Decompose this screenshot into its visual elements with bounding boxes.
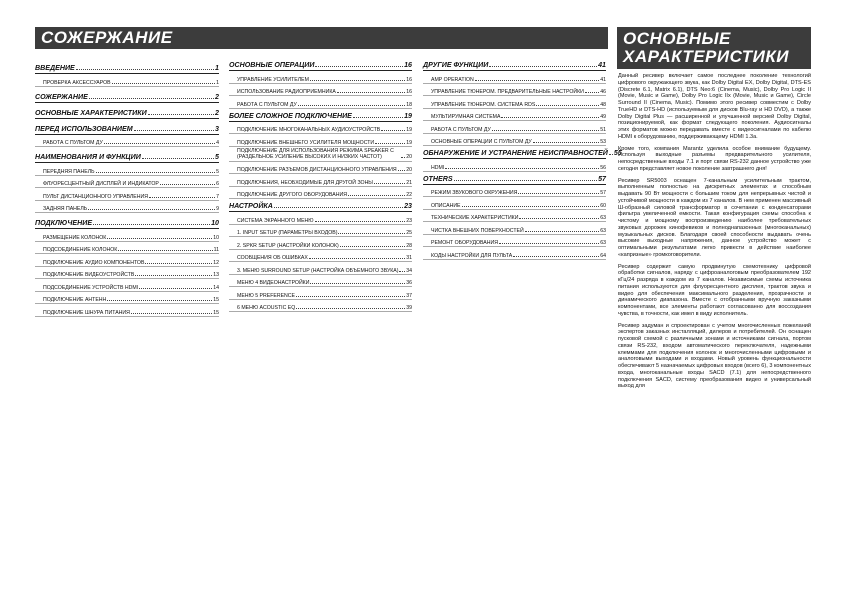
toc-column-2	[229, 58, 412, 312]
toc-heading-page: 2	[215, 92, 219, 101]
toc-section-heading[interactable]	[423, 146, 622, 159]
toc-item-label: ПОДКЛЮЧЕНИЕ МНОГОКАНАЛЬНЫХ АУДИОУСТРОЙСТВ	[237, 127, 381, 133]
toc-item-page: 22	[406, 192, 412, 198]
toc-item-label: РЕЖИМ ЗВУКОВОГО ОКРУЖЕНИЯ	[431, 190, 518, 196]
toc-item-label: СООБЩЕНИЯ ОБ ОШИБКАХ	[237, 255, 308, 261]
features-title	[617, 27, 811, 69]
toc-item[interactable]	[423, 235, 606, 248]
toc-item[interactable]	[35, 267, 219, 280]
leader-dots	[107, 300, 212, 301]
toc-item-label: ПОДКЛЮЧЕНИЕ АУДИО КОМПОНЕНТОВ	[43, 259, 145, 266]
leader-dots	[340, 246, 405, 247]
toc-item-label: ОПИСАНИЕ	[431, 202, 461, 209]
leader-dots	[118, 250, 212, 251]
leader-dots	[160, 184, 215, 185]
leader-dots	[492, 130, 599, 131]
toc-item-page: 31	[406, 255, 412, 261]
toc-heading-label: ДРУГИЕ ФУНКЦИИ	[423, 61, 489, 69]
leader-dots	[148, 114, 214, 115]
toc-item-page: 60	[600, 202, 606, 209]
toc-section-heading[interactable]	[423, 58, 606, 71]
leader-dots	[142, 158, 214, 159]
toc-heading-page: 57	[598, 174, 606, 183]
toc-item[interactable]	[229, 96, 412, 109]
toc-item-page: 21	[406, 179, 412, 186]
leader-dots	[131, 313, 212, 314]
toc-item[interactable]	[229, 262, 412, 275]
toc-section	[423, 58, 606, 146]
toc-item[interactable]	[35, 135, 219, 148]
toc-section-heading[interactable]	[35, 122, 219, 135]
toc-item-page: 11	[213, 247, 219, 253]
leader-dots	[149, 197, 215, 198]
toc-heading-page: 23	[404, 202, 412, 210]
toc-item-label: AMP OPERATION	[431, 76, 474, 83]
leader-dots	[525, 231, 599, 232]
toc-section	[35, 61, 219, 87]
leader-dots	[348, 195, 405, 196]
toc-item-page: 18	[406, 101, 412, 108]
toc-heading-label: ВВЕДЕНИЕ	[35, 64, 75, 72]
toc-item-label: УПРАВЛЕНИЕ ТЮНЕРОМ. ПРЕДВАРИТЕЛЬНЫЕ НАСТРОЙКИ	[431, 89, 584, 95]
features-title-line1: ОСНОВНЫЕ	[623, 29, 731, 48]
toc-section-heading[interactable]	[35, 106, 219, 119]
features-paragraph: Ресивер содержит самую продвинутую схемотехнику цифровой обработки сигналов, наряду с цифроаналоговым преобразователем 192 кГц/24 разряда в каждом из 7 каналов. Независимые схемы источника питания используются для флуоресцентного дисплея, трактов звука и видео для обеспечения максимального разделения, прозрачности и динамического диапазона. Вместе с отобранными вручную заказными компонентами, все элементы работают согласованно для воссоздания чувства, в точности, как имел в виду исполнитель.	[618, 263, 811, 317]
toc-item-page: 53	[600, 139, 606, 145]
toc-item-page: 20	[406, 153, 412, 160]
toc-item[interactable]	[229, 134, 412, 147]
leader-dots	[462, 206, 600, 207]
toc-item-label: ПОДКЛЮЧЕНИЯ, НЕОБХОДИМЫЕ ДЛЯ ДРУГОЙ ЗОНЫ	[237, 179, 373, 186]
leader-dots	[139, 288, 212, 289]
toc-item-label: УПРАВЛЕНИЕ УСИЛИТЕЛЕМ	[237, 76, 309, 83]
toc-item[interactable]	[35, 292, 219, 305]
toc-item-page: 14	[213, 284, 219, 291]
toc-item-label: ПОДКЛЮЧЕНИЕ ВНЕШНЕГО УСИЛИТЕЛЯ МОЩНОСТИ	[237, 139, 375, 146]
toc-heading-label: ПЕРЕД ИСПОЛЬЗОВАНИЕМ	[35, 124, 133, 133]
toc-item[interactable]	[35, 279, 219, 292]
leader-dots	[112, 83, 215, 84]
leader-dots	[375, 143, 405, 144]
toc-item-label: ЧИСТКА ВНЕШНИХ ПОВЕРХНОСТЕЙ	[431, 227, 524, 234]
toc-item-label: 3. МЕНЮ SURROUND SETUP (НАСТРОЙКА ОБЪЕМНОГО ЗВУКА)	[237, 267, 399, 274]
toc-item[interactable]	[423, 159, 606, 172]
leader-dots	[454, 180, 598, 181]
leader-dots	[310, 80, 405, 81]
toc-item-label: РАБОТА С ПУЛЬТОМ ДУ	[237, 101, 297, 108]
toc-item-label: HDMI	[431, 164, 445, 171]
leader-dots	[315, 221, 406, 222]
toc-item[interactable]	[229, 162, 412, 175]
toc-section-heading[interactable]	[35, 61, 219, 74]
leader-dots	[310, 283, 405, 284]
toc-section	[35, 122, 219, 148]
features-paragraph: Ресивер SR5003 оснащен 7-канальным усилительным трактом, выполненным полностью на дискретных элементах и способным выдавать 90 Вт мощности с большим током для непрерывных чистой и устойчивой мощности в каждом из 7 каналов. В нем применен массивный Ш-образный силовой трансформатор в сочетании с конденсаторами фильтра увеличенной емкости. Такая конфигурация схемы способна к чистому и мощному воспроизведению наиболее требовательных звуковых дорожек кинофевиков и полноднапазонных (многоканальных) музыкальных дисков. Благодаря своей способности выдавать очень высокие выходные напряжения, данное устройство может с оптимальными результатами легко привести в действие наиболее «капризные» громкоговорители.	[618, 177, 811, 258]
toc-item-page: 9	[216, 206, 219, 212]
toc-item[interactable]	[229, 212, 412, 225]
toc-item-label: РЕМОНТ ОБОРУДОВАНИЯ	[431, 240, 498, 246]
toc-item-label: ТЕХНИЧЕСКИЕ ХАРАКТЕРИСТИКИ	[431, 215, 519, 221]
toc-item[interactable]	[423, 222, 606, 235]
toc-heading-page: 19	[404, 111, 412, 120]
toc-item-label: ПУЛЬТ ДИСТАНЦИОННОГО УПРАВЛЕНИЯ	[43, 193, 148, 200]
leader-dots	[353, 117, 403, 118]
features-title-line2: ХАРАКТЕРИСТИКИ	[623, 47, 790, 66]
toc-item[interactable]	[423, 109, 606, 122]
features-text	[618, 73, 811, 395]
toc-section	[229, 199, 412, 312]
toc-heading-label: ПОДКЛЮЧЕНИЕ	[35, 219, 93, 227]
toc-item[interactable]	[423, 121, 606, 134]
toc-item-label: СИСТЕМА ЭКРАННОГО МЕНЮ	[237, 217, 314, 224]
toc-section-heading[interactable]	[229, 58, 412, 71]
toc-section	[35, 106, 219, 119]
toc-heading-label: ОБНАРУЖЕНИЕ И УСТРАНЕНИЕ НЕИСПРАВНОСТЕЙ	[423, 149, 608, 157]
leader-dots	[585, 92, 599, 93]
toc-heading-label: НАСТРОЙКА	[229, 202, 273, 210]
toc-item-label: 1. INPUT SETUP (ПАРАМЕТРЫ ВХОДОВ)	[237, 230, 338, 236]
toc-item-page: 63	[600, 227, 606, 234]
toc-item-page: 4	[216, 140, 219, 146]
toc-item[interactable]	[423, 96, 606, 109]
toc-item-page: 64	[600, 252, 606, 259]
leader-dots	[501, 117, 599, 118]
toc-section	[35, 90, 219, 103]
leader-dots	[609, 154, 613, 155]
leader-dots	[89, 98, 214, 99]
toc-heading-label: ОСНОВНЫЕ ХАРАКТЕРИСТИКИ	[35, 108, 147, 117]
toc-item-page: 39	[406, 305, 412, 311]
leader-dots	[337, 92, 405, 93]
toc-item-label: ПОДКЛЮЧЕНИЕ РАЗЪЕМОВ ДИСТАНЦИОННОГО УПРАВЛЕНИЯ	[237, 167, 397, 173]
toc-item[interactable]	[423, 185, 606, 198]
leader-dots	[489, 66, 597, 67]
toc-heading-label: СОЖЕРЖАНИЕ	[35, 92, 88, 101]
toc-item[interactable]	[229, 187, 412, 200]
features-paragraph: Данный ресивер включает самое последнее поколение технологий цифрового окружающего звука, как Dolby Digital EX, Dolby Digital, DTS-ES (Discrete 6.1, Matrix 6.1), DTS Neo:6 (Cinema, Music), Dolby Pro Logic II (Movie, Music и Game), Dolby Pro Logic IIx (Movie, Music и Game), Circle Surround II (Cinema, Music). Помимо этого ресивер совместим с Dolby TrueHD и DTS-HD (используемым для дисков Blu-ray и HD DVD), а также Dolby Digital Plus — расширенной и улучшенной версией Dolby Digital, позиционируемой, как формат следующего поколения. Аудиосигналы этих форматов можно передавать вместе с видеосигналами по кабелю HDMI к оборудованию, поддерживающему HDMI 1.3a.	[618, 73, 811, 140]
toc-section-heading[interactable]	[229, 199, 412, 212]
toc-section-heading[interactable]	[35, 216, 219, 229]
toc-item-label: ПЕРЕДНЯЯ ПАНЕЛЬ	[43, 168, 95, 175]
toc-item-label: МЕНЮ 5 PREFERENCE	[237, 292, 295, 299]
features-paragraph: Кроме того, компания Marantz уделила особое внимание будущему. Используя выходные разъемы предварительного усилителя, непосредственные входы 7.1 и порт связи RS-232 данное устройство уже сегодня представляет новое поколение завтрашнего дня!	[618, 145, 811, 172]
toc-item[interactable]	[423, 134, 606, 147]
toc-item[interactable]	[35, 254, 219, 267]
leader-dots	[338, 233, 405, 234]
toc-title: СОЖЕРЖАНИЕ	[35, 27, 608, 49]
toc-item-label: ОСНОВНЫЕ ОПЕРАЦИИ С ПУЛЬТОМ ДУ	[431, 139, 532, 145]
toc-section	[229, 109, 412, 200]
toc-item[interactable]	[423, 71, 606, 84]
toc-item[interactable]	[35, 74, 219, 87]
toc-item[interactable]	[229, 122, 412, 135]
leader-dots	[399, 271, 405, 272]
leader-dots	[135, 275, 212, 276]
toc-item[interactable]	[229, 174, 412, 187]
toc-section	[35, 150, 219, 213]
toc-item-label: ПОДСОЕДИНЕНИЕ УСТРОЙСТВ HDMI	[43, 284, 139, 291]
toc-item[interactable]	[229, 147, 412, 162]
toc-item-label: ПОДСОЕДИНЕНИЕ КОЛОНОК	[43, 247, 118, 253]
features-paragraph: Ресивер задуман и спроектирован с учетом многочисленных пожеланий экспертов заказных инсталляций, дилеров и потребителей. Он оснащен пусковой схемой с различными зонами и источниками сигнала, портом связи RS-232, входом автоматического переключателя, надежными клеммами для подключения колонок и многочисленными цифровыми и аналоговыми выходами и входами. Новый уровень функциональности обеспечивают 5 назначаемых цифровых входов (всего 6), 3 компонентных входа, многоканальные входы SACD (7.1) для непосредственного подключения SACD, систему преобразования видео и универсальный выход для	[618, 322, 811, 390]
toc-item-label: ПРОВЕРКА АКСЕССУАРОВ	[43, 79, 111, 86]
leader-dots	[536, 105, 599, 106]
toc-item[interactable]	[423, 197, 606, 210]
leader-dots	[134, 130, 214, 131]
toc-item-label: УПРАВЛЕНИЕ ТЮНЕРОМ. СИСТЕМА RDS	[431, 101, 536, 108]
leader-dots	[296, 296, 405, 297]
toc-heading-page: 41	[598, 61, 606, 69]
toc-item[interactable]	[229, 275, 412, 288]
toc-item-page: 25	[406, 230, 412, 236]
leader-dots	[296, 308, 405, 309]
toc-item-page: 63	[600, 215, 606, 221]
toc-item-label: ЗАДНЯЯ ПАНЕЛЬ	[43, 206, 88, 212]
toc-section	[229, 58, 412, 109]
toc-item-page: 7	[216, 193, 219, 200]
toc-item[interactable]	[35, 163, 219, 176]
toc-heading-page: 16	[404, 61, 412, 69]
toc-section-heading[interactable]	[35, 150, 219, 163]
toc-item-page: 19	[406, 127, 412, 133]
toc-item[interactable]	[35, 304, 219, 317]
toc-item[interactable]	[423, 84, 606, 97]
toc-heading-page: 1	[215, 64, 219, 72]
toc-item-label: ПОДКЛЮЧЕНИЕ ДЛЯ ИСПОЛЬЗОВАНИЯ РЕЖИМА SPEAKER C (РАЗДЕЛЬНОЕ УСИЛЕНИЕ ВЫСОКИХ И НИЗКИХ ЧАСТОТ)	[237, 147, 394, 160]
leader-dots	[381, 130, 405, 131]
toc-section	[423, 146, 622, 172]
toc-section	[423, 172, 606, 260]
toc-item-page: 57	[600, 190, 606, 196]
toc-item-label: 2. SPKR SETUP (НАСТРОЙКИ КОЛОНОК)	[237, 242, 339, 249]
toc-item-page: 12	[213, 259, 219, 266]
toc-item-label: РАЗМЕЩЕНИЕ КОЛОНОК	[43, 234, 107, 241]
toc-item[interactable]	[229, 225, 412, 238]
toc-item-label: РАБОТА С ПУЛЬТОМ ДУ	[43, 140, 103, 146]
toc-item[interactable]	[35, 188, 219, 201]
leader-dots	[398, 170, 406, 171]
leader-dots	[315, 66, 403, 67]
toc-item-page: 6	[216, 181, 219, 187]
toc-item-label: ФЛУОРЕСЦЕНТНЫЙ ДИСПЛЕЙ И ИНДИКАТОР	[43, 181, 159, 187]
toc-item[interactable]	[423, 247, 606, 260]
toc-section-heading[interactable]	[423, 172, 606, 185]
toc-heading-page: 5	[215, 153, 219, 161]
leader-dots	[513, 256, 599, 257]
toc-item[interactable]	[35, 242, 219, 255]
leader-dots	[104, 143, 215, 144]
toc-item-label: ПОДКЛЮЧЕНИЕ ШНУРА ПИТАНИЯ	[43, 309, 130, 316]
leader-dots	[309, 258, 405, 259]
toc-item[interactable]	[229, 84, 412, 97]
toc-item-label: ИСПОЛЬЗОВАНИЕ РАДИОПРИЕМНИКА	[237, 89, 336, 95]
toc-item[interactable]	[35, 201, 219, 214]
toc-heading-page: 3	[215, 124, 219, 133]
toc-item-label: 6 МЕНЮ ACOUSTIC EQ	[237, 305, 296, 311]
toc-item-page: 49	[600, 114, 606, 120]
leader-dots	[107, 238, 212, 239]
toc-item-page: 46	[600, 89, 606, 95]
toc-item-page: 51	[600, 126, 606, 133]
leader-dots	[533, 142, 599, 143]
toc-item-page: 28	[406, 242, 412, 249]
toc-item-page: 16	[406, 89, 412, 95]
leader-dots	[298, 105, 405, 106]
leader-dots	[274, 207, 403, 208]
toc-item-page: 36	[406, 280, 412, 286]
toc-item-page: 63	[600, 240, 606, 246]
toc-item-label: ПОДКЛЮЧЕНИЕ ДРУГОГО ОБОРУДОВАНИЯ	[237, 192, 347, 198]
toc-item-page: 15	[213, 297, 219, 303]
leader-dots	[401, 157, 405, 158]
leader-dots	[93, 224, 210, 225]
leader-dots	[76, 69, 214, 70]
toc-item[interactable]	[229, 71, 412, 84]
leader-dots	[88, 209, 215, 210]
toc-item[interactable]	[229, 250, 412, 263]
toc-heading-label: НАИМЕНОВАНИЯ И ФУНКЦИИ	[35, 153, 141, 161]
leader-dots	[145, 263, 212, 264]
leader-dots	[96, 172, 216, 173]
toc-heading-page: 10	[211, 219, 219, 227]
toc-section-heading[interactable]	[35, 90, 219, 103]
toc-item-page: 34	[406, 267, 412, 274]
toc-item-page: 48	[600, 101, 606, 108]
leader-dots	[445, 168, 599, 169]
toc-item-label: МУЛЬТИРУМНАЯ СИСТЕМА	[431, 114, 501, 120]
leader-dots	[499, 243, 599, 244]
leader-dots	[374, 183, 405, 184]
toc-item-page: 20	[406, 167, 412, 173]
toc-item-page: 37	[406, 292, 412, 299]
toc-item-label: ПОДКЛЮЧЕНИЕ ВИДЕОУСТРОЙСТВ	[43, 272, 135, 278]
toc-section	[35, 216, 219, 317]
toc-item-label: КОДЫ НАСТРОЙКИ ДЛЯ ПУЛЬТА	[431, 252, 513, 259]
toc-item-page: 5	[216, 168, 219, 175]
toc-item-page: 19	[406, 139, 412, 146]
toc-heading-label: БОЛЕЕ СЛОЖНОЕ ПОДКЛЮЧЕНИЕ	[229, 111, 352, 120]
toc-item-label: ПОДКЛЮЧЕНИЕ АНТЕНН	[43, 297, 107, 303]
toc-item-page: 13	[213, 272, 219, 278]
toc-heading-label: ОСНОВНЫЕ ОПЕРАЦИИ	[229, 61, 315, 69]
toc-item[interactable]	[229, 287, 412, 300]
toc-column-1	[35, 58, 219, 317]
toc-item-page: 16	[406, 76, 412, 83]
toc-item-page: 10	[213, 234, 219, 241]
toc-item-page: 41	[600, 76, 606, 83]
toc-column-3	[423, 58, 622, 260]
toc-item-page: 56	[600, 164, 606, 171]
leader-dots	[475, 80, 599, 81]
toc-item[interactable]	[423, 210, 606, 223]
toc-section-heading[interactable]	[229, 109, 412, 122]
toc-heading-label: OTHERS	[423, 174, 453, 183]
toc-heading-page: 2	[215, 108, 219, 117]
toc-item-page: 1	[216, 79, 219, 86]
toc-item-label: РАБОТА С ПУЛЬТОМ ДУ	[431, 126, 491, 133]
toc-item-page: 23	[406, 217, 412, 224]
leader-dots	[518, 193, 599, 194]
toc-item-label: МЕНЮ 4 ВИДЕОНАСТРОЙКИ	[237, 280, 310, 286]
toc-heading-page: 55	[613, 149, 622, 157]
toc-item[interactable]	[35, 176, 219, 189]
toc-item[interactable]	[229, 237, 412, 250]
toc-item-page: 15	[213, 309, 219, 316]
leader-dots	[519, 218, 599, 219]
toc-item[interactable]	[35, 229, 219, 242]
toc-item[interactable]	[229, 300, 412, 313]
